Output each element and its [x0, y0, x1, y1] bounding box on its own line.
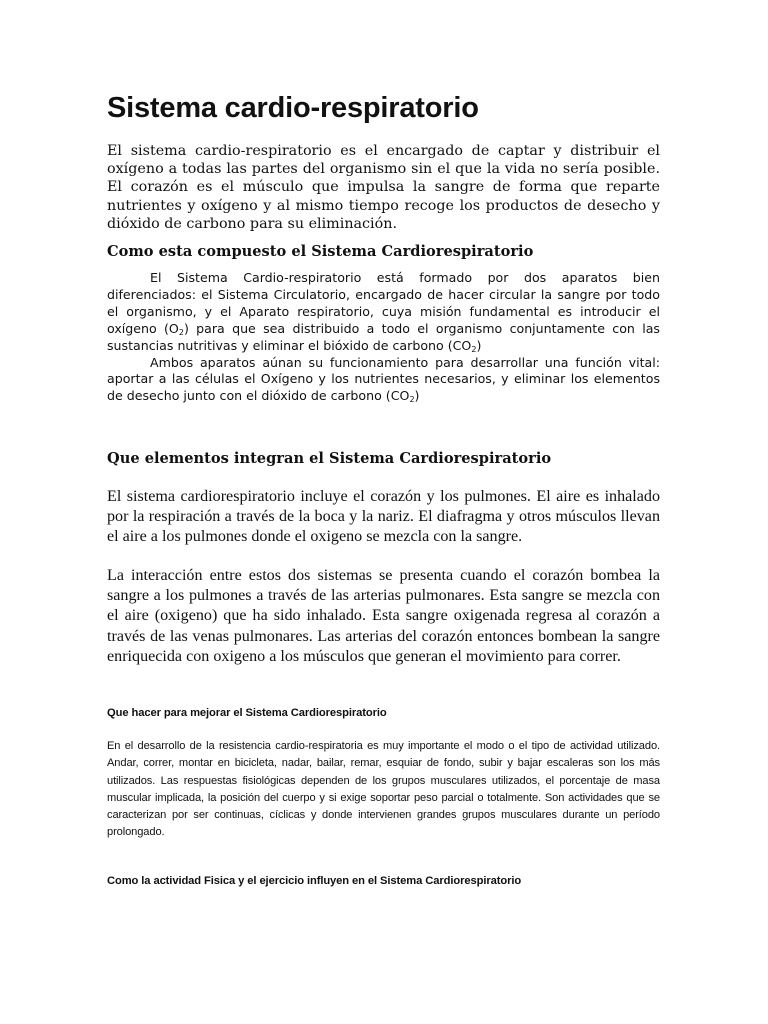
section-composicion-body: [107, 270, 660, 405]
section-heading-composicion: Como esta compuesto el Sistema Cardiorespiratorio: [107, 243, 534, 260]
section-heading-elementos: Que elementos integran el Sistema Cardiorespiratorio: [107, 450, 552, 467]
composicion-paragraph-2: Ambos aparatos aúnan su funcionamiento para desarrollar una función vital: aportar a las células el Oxígeno y los nutrientes necesarios, y eliminar los elementos de desecho junto con el dióxido de carbono $(CO_2)$: [107, 354, 660, 405]
composicion-paragraph-1: El Sistema Cardio-respiratorio está formado por dos aparatos bien diferenciados: el Sistema Circulatorio, encargado de hacer circular la sangre por todo el organismo, y el Aparato respiratorio, cuya misión fundamental es introducir el oxígeno $(O_2)$ para que sea distribuido a todo el organismo conjuntamente con las sustancias nutritivas y eliminar el bióxido de carbono $(CO_2)$: [107, 270, 660, 354]
elementos-paragraph-1: El sistema cardiorespiratorio incluye el corazón y los pulmones. El aire es inhalado por la respiración a través de la boca y la nariz. El diafragma y otros músculos llevan el aire a los pulmones donde el oxigeno se mezcla con la sangre.: [107, 488, 660, 546]
mejorar-paragraph: En el desarrollo de la resistencia cardio-respiratoria es muy importante el modo o el tipo de actividad utilizado. Andar, correr, montar en bicicleta, nadar, bailar, remar, esquiar de fondo, subir y bajar escaleras son los más utilizados. Las respuestas fisiológicas dependen de los grupos musculares utilizados, el porcentaje de masa muscular implicada, la posición del cuerpo y si exige soportar peso parcial o totalmente. Son actividades que se caracterizan por ser continuas, cíclicas y donde intervienen grandes grupos musculares durante un período prolongado.: [107, 740, 660, 839]
section-heading-mejorar: Que hacer para mejorar el Sistema Cardiorespiratorio: [107, 707, 387, 719]
elementos-paragraph-2: La interacción entre estos dos sistemas se presenta cuando el corazón bombea la sangre a los pulmones a través de las arterias pulmonares. Esta sangre se mezcla con el aire (oxigeno) que ha sido inhalado. Esta sangre oxigenada regresa al corazón a través de las venas pulmonares. Las arterias del corazón entonces bombean la sangre enriquecida con oxigeno a los músculos que generan el movimiento para correr.: [107, 567, 660, 665]
section-heading-actividad-fisica: Como la actividad Fisica y el ejercicio influyen en el Sistema Cardiorespiratorio: [107, 875, 522, 887]
document-title: Sistema cardio-respiratorio: [107, 92, 479, 124]
intro-paragraph: El sistema cardio-respiratorio es el encargado de captar y distribuir el oxígeno a todas las partes del organismo sin el que la vida no sería posible. El corazón es el músculo que impulsa la sangre de forma que reparte nutrientes y oxígeno y al mismo tiempo recoge los productos de desecho y dióxido de carbono para su eliminación.: [107, 143, 660, 232]
